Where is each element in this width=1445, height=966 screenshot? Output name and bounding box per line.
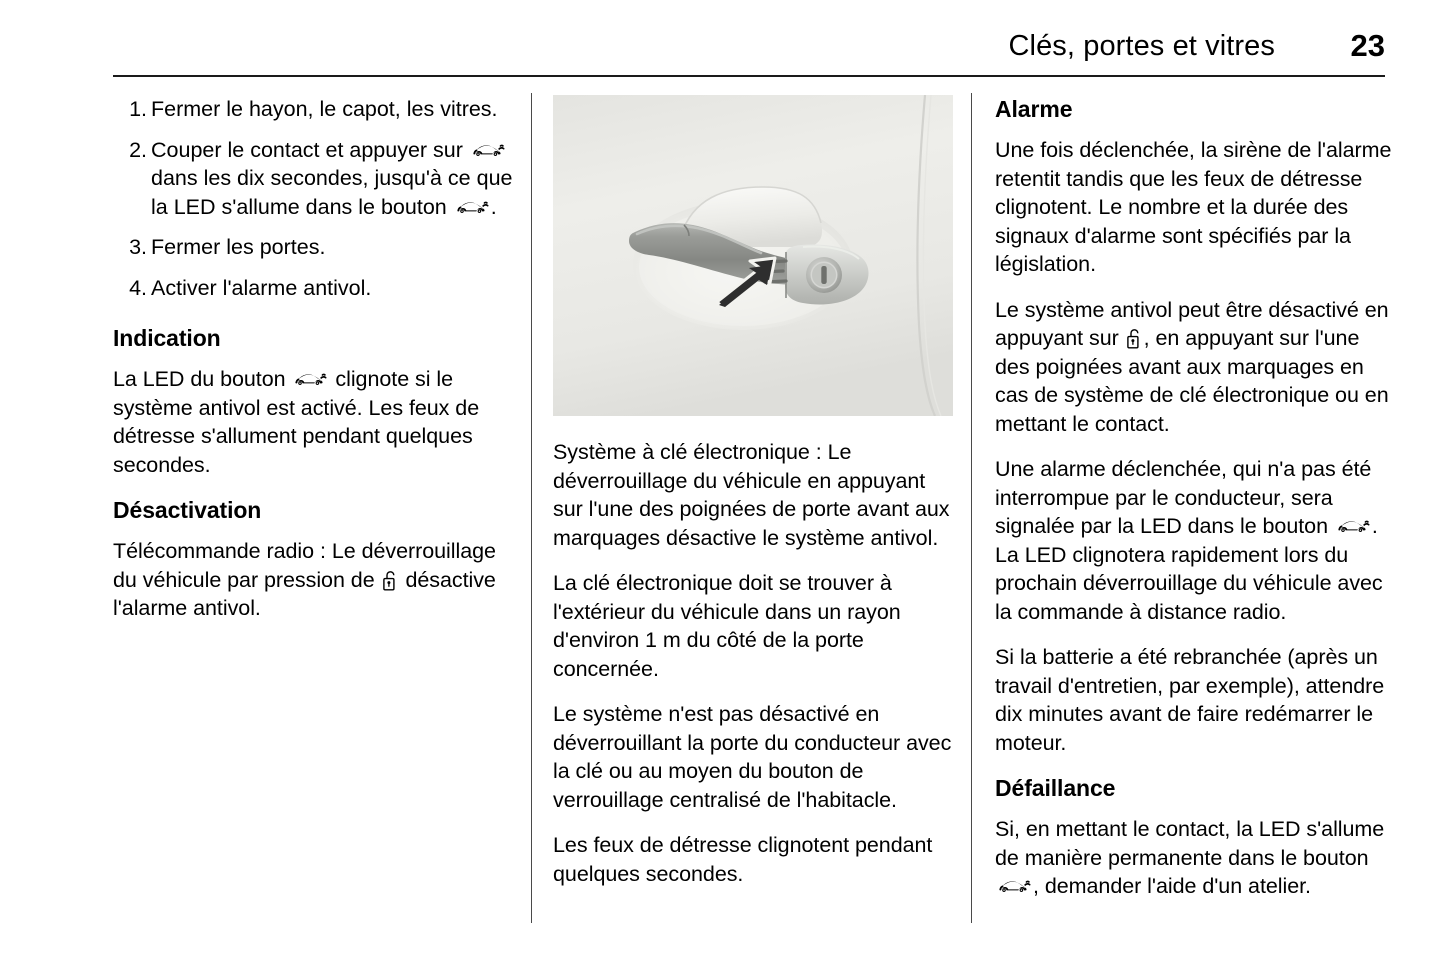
car-alarm-icon (455, 196, 489, 214)
section-heading-desactivation: Désactivation (113, 497, 262, 523)
car-alarm-icon (997, 875, 1031, 893)
alarme-para3-after: . La LED clignotera rapidement lors du prochain déverrouillage du véhicule avec la commande à distance radio. (995, 514, 1383, 624)
alarme-paragraph-3 (995, 455, 1395, 626)
middle-paragraph-1: Système à clé électronique : Le déverrouillage du véhicule en appuyant sur l'une des poignées de porte avant aux marquages désactive le système antivol. (553, 440, 950, 550)
car-alarm-icon (471, 139, 505, 157)
list-item (113, 95, 513, 124)
list-item (113, 274, 513, 303)
list-item (113, 233, 513, 262)
middle-paragraph-4: Les feux de détresse clignotent pendant quelques secondes. (553, 833, 933, 886)
alarme-paragraph-4: Si la batterie a été rebranchée (après un travail d'entretien, par exemple), attendre dix minutes avant de faire redémarrer le moteur. (995, 645, 1385, 755)
alarme-paragraph-1: Une fois déclenchée, la sirène de l'alarme retentit tandis que les feux de détresse clignotent. Le nombre et la durée des signaux d'alarme sont spécifiés par la législation. (995, 138, 1392, 276)
page-number: 23 (1350, 28, 1385, 63)
desactivation-paragraph (113, 537, 513, 623)
alarme-para2-after: , en appuyant sur l'une des poignées avant aux marquages en cas de système de clé électronique ou en mettant le contact. (995, 326, 1389, 436)
page-title: Clés, portes et vitres (1008, 30, 1275, 62)
page-header (113, 30, 1385, 78)
indication-text-after: clignote si le système antivol est activé. Les feux de détresse s'allument pendant quelques secondes. (113, 367, 480, 477)
list-item-number: 2. (129, 137, 147, 162)
section-heading-alarme: Alarme (995, 96, 1073, 122)
section-heading-indication: Indication (113, 325, 221, 351)
list-item-label-part2: dans les dix secondes, jusqu'à ce que la LED s'allume dans le bouton (151, 166, 513, 219)
middle-column (553, 95, 953, 905)
list-item-label-part1: Couper le contact et appuyer sur (151, 137, 469, 162)
unlock-icon (1127, 328, 1142, 349)
list-item-number: 1. (129, 97, 147, 121)
section-heading-defaillance: Défaillance (995, 775, 1116, 801)
defaillance-paragraph (995, 815, 1395, 901)
procedure-steps-list (113, 95, 513, 302)
list-item-label: Fermer le hayon, le capot, les vitres. (151, 97, 498, 121)
list-item (113, 136, 513, 222)
car-alarm-icon (1336, 515, 1370, 533)
unlock-icon (383, 570, 398, 591)
alarme-para2-before: Le système antivol peut être désactivé en appuyant sur (995, 297, 1389, 350)
indication-text-before: La LED du bouton (113, 367, 292, 391)
middle-paragraph-3: Le système n'est pas désactivé en déverrouillant la porte du conducteur avec la clé ou au moyen du bouton de verrouillage centralisé de l'habitacle. (553, 702, 952, 812)
list-item-label-part3: . (490, 194, 497, 219)
alarme-paragraph-2 (995, 296, 1395, 439)
right-column (995, 95, 1395, 918)
header-rule (113, 75, 1385, 77)
left-column (113, 95, 513, 640)
middle-paragraph-2: La clé électronique doit se trouver à l'extérieur du véhicule dans un rayon d'environ 1 m du côté de la porte concernée. (553, 571, 901, 681)
list-item-label: Fermer les portes. (151, 235, 326, 259)
car-door-handle-illustration (553, 95, 953, 416)
list-item-number: 4. (129, 275, 147, 300)
list-item-number: 3. (129, 235, 147, 259)
alarme-para3-before: Une alarme déclenchée, qui n'a pas été interrompue par le conducteur, sera signalée par la LED dans le bouton (995, 457, 1372, 538)
car-alarm-icon (293, 368, 327, 386)
defaillance-text-after: , demander l'aide d'un atelier. (1033, 874, 1311, 898)
indication-paragraph (113, 365, 513, 479)
column-divider-2 (971, 93, 972, 923)
desactivation-text-before: Télécommande radio : Le déverrouillage du véhicule par pression de (113, 539, 496, 592)
list-item-label: Activer l'alarme antivol. (151, 275, 372, 300)
column-divider-1 (531, 93, 532, 923)
defaillance-text-before: Si, en mettant le contact, la LED s'allume de manière permanente dans le bouton (995, 817, 1385, 870)
desactivation-text-after: désactive l'alarme antivol. (113, 567, 496, 620)
